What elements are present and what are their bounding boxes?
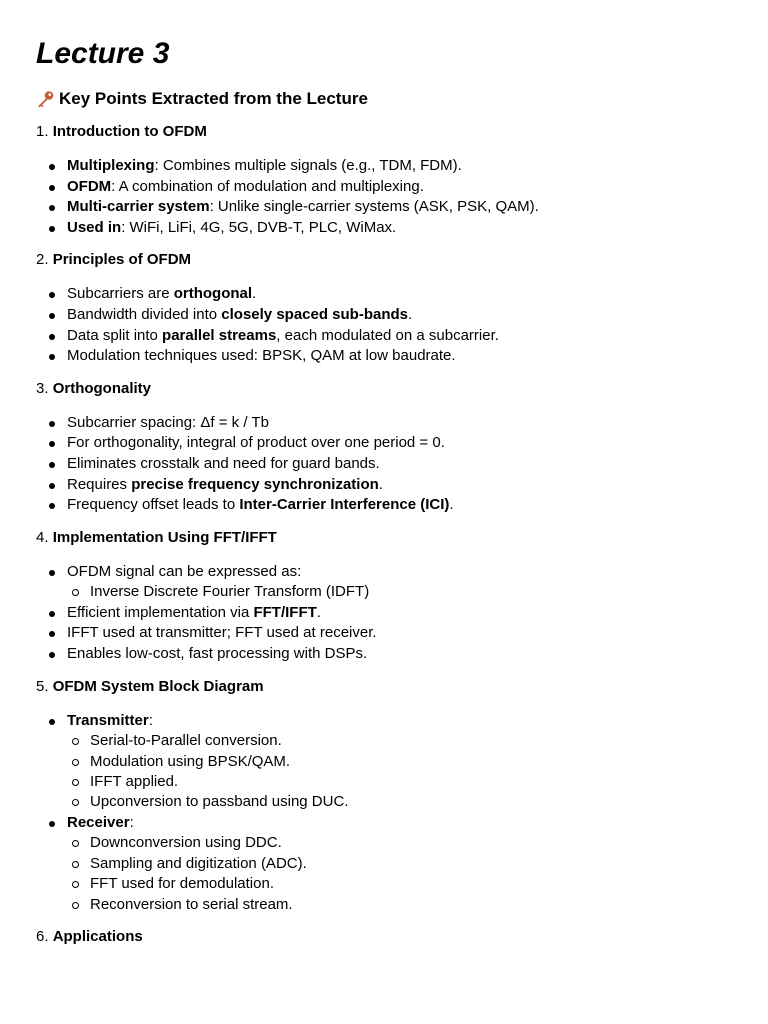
list-item — [36, 623, 732, 644]
item-bold-text: FFT/IFFT — [253, 603, 317, 621]
list-item — [36, 711, 732, 813]
item-text: . — [408, 305, 413, 323]
section-number: 2. — [36, 251, 49, 269]
bullet-list — [36, 413, 732, 516]
bullet-list — [36, 284, 732, 366]
key-points-heading — [36, 88, 732, 110]
item-text: : Unlike single-carrier systems (ASK, PSK, QAM). — [209, 198, 539, 216]
section-heading — [36, 528, 732, 548]
item-text: Eliminates crosstalk and need for guard bands. — [67, 454, 380, 472]
sub-list-item: Serial-to-Parallel conversion. — [36, 731, 732, 751]
item-text: Bandwidth divided into — [67, 305, 222, 323]
item-bold-text: Inter-Carrier Interference (ICI) — [239, 496, 450, 514]
list-item — [36, 644, 732, 665]
sub-list-item: FFT used for demodulation. — [36, 874, 732, 894]
item-text: , each modulated on a subcarrier. — [276, 326, 499, 344]
item-text: Modulation techniques used: BPSK, QAM at low baudrate. — [67, 347, 456, 365]
sub-list-item: Downconversion using DDC. — [36, 833, 732, 853]
section-title: Applications — [52, 927, 143, 945]
list-item — [36, 433, 732, 454]
list-item — [36, 284, 732, 305]
item-text: For orthogonality, integral of product over one period = 0. — [67, 434, 445, 452]
section-number: 5. — [36, 677, 49, 695]
section-title: Orthogonality — [52, 379, 152, 397]
key-icon — [36, 90, 55, 108]
item-text: Subcarriers are — [67, 285, 174, 303]
sub-bullet-list — [67, 833, 732, 915]
item-text: : — [148, 711, 153, 729]
list-item — [36, 156, 732, 177]
list-item — [36, 813, 732, 915]
item-text: Frequency offset leads to — [67, 496, 240, 514]
sections-container — [36, 122, 732, 947]
item-bold-text: Receiver — [67, 813, 130, 831]
section-title: Principles of OFDM — [52, 251, 192, 269]
item-bold-text: orthogonal — [173, 285, 253, 303]
list-item — [36, 346, 732, 367]
item-text: : WiFi, LiFi, 4G, 5G, DVB-T, PLC, WiMax. — [121, 218, 397, 236]
item-text: Data split into — [67, 326, 163, 344]
item-text: . — [252, 285, 257, 303]
item-bold-text: parallel streams — [162, 326, 277, 344]
section-title: Introduction to OFDM — [52, 123, 207, 140]
item-text: : A combination of modulation and multiplexing. — [111, 177, 424, 195]
item-bold-text: Multi-carrier system — [67, 198, 210, 216]
list-item — [36, 305, 732, 326]
sub-bullet-list — [67, 731, 732, 813]
section-heading — [36, 379, 732, 399]
list-item — [36, 475, 732, 496]
bullet-list — [36, 156, 732, 238]
list-item — [36, 454, 732, 475]
section-number: 1. — [36, 123, 49, 140]
list-item — [36, 562, 732, 603]
list-item — [36, 177, 732, 198]
item-text: OFDM signal can be expressed as: — [67, 562, 302, 580]
item-text: . — [378, 475, 383, 493]
item-bold-text: Used in — [67, 218, 122, 236]
sub-bullet-list — [67, 582, 732, 602]
section-heading — [36, 250, 732, 270]
item-bold-text: OFDM — [67, 177, 112, 195]
item-text: Requires — [67, 475, 132, 493]
sub-list-item: IFFT applied. — [36, 772, 732, 792]
item-text: . — [316, 603, 321, 621]
list-item — [36, 495, 732, 516]
list-item — [36, 413, 732, 434]
item-text: : Combines multiple signals (e.g., TDM, FDM). — [154, 157, 462, 174]
section-heading — [36, 122, 732, 142]
bullet-list — [36, 711, 732, 915]
sub-list-item: Inverse Discrete Fourier Transform (IDFT) — [36, 582, 732, 602]
sub-list-item: Reconversion to serial stream. — [36, 895, 732, 915]
list-item — [36, 218, 732, 239]
list-item — [36, 326, 732, 347]
section-number: 6. — [36, 927, 49, 945]
bullet-list — [36, 562, 732, 665]
section-heading — [36, 677, 732, 697]
page-title: Lecture 3 — [36, 37, 170, 70]
section-title: OFDM System Block Diagram — [52, 677, 264, 695]
item-text: . — [449, 496, 454, 514]
item-text: Subcarrier spacing: Δf = k / Tb — [67, 413, 269, 431]
item-bold-text: Transmitter — [67, 711, 149, 729]
section-number: 3. — [36, 379, 49, 397]
item-bold-text: Multiplexing — [67, 157, 155, 174]
section-number: 4. — [36, 528, 49, 546]
item-bold-text: precise frequency synchronization — [131, 475, 379, 493]
list-item — [36, 603, 732, 624]
sub-list-item: Sampling and digitization (ADC). — [36, 854, 732, 874]
item-bold-text: closely spaced sub-bands — [221, 305, 409, 323]
item-text: Efficient implementation via — [67, 603, 254, 621]
sub-list-item: Modulation using BPSK/QAM. — [36, 752, 732, 772]
list-item — [36, 197, 732, 218]
key-points-heading-text: Key Points Extracted from the Lecture — [59, 89, 368, 108]
section-heading — [36, 927, 732, 947]
item-text: Enables low-cost, fast processing with DSPs. — [67, 644, 368, 662]
sub-list-item: Upconversion to passband using DUC. — [36, 792, 732, 812]
item-text: IFFT used at transmitter; FFT used at receiver. — [67, 624, 377, 642]
item-text: : — [129, 813, 134, 831]
section-title: Implementation Using FFT/IFFT — [52, 528, 277, 546]
